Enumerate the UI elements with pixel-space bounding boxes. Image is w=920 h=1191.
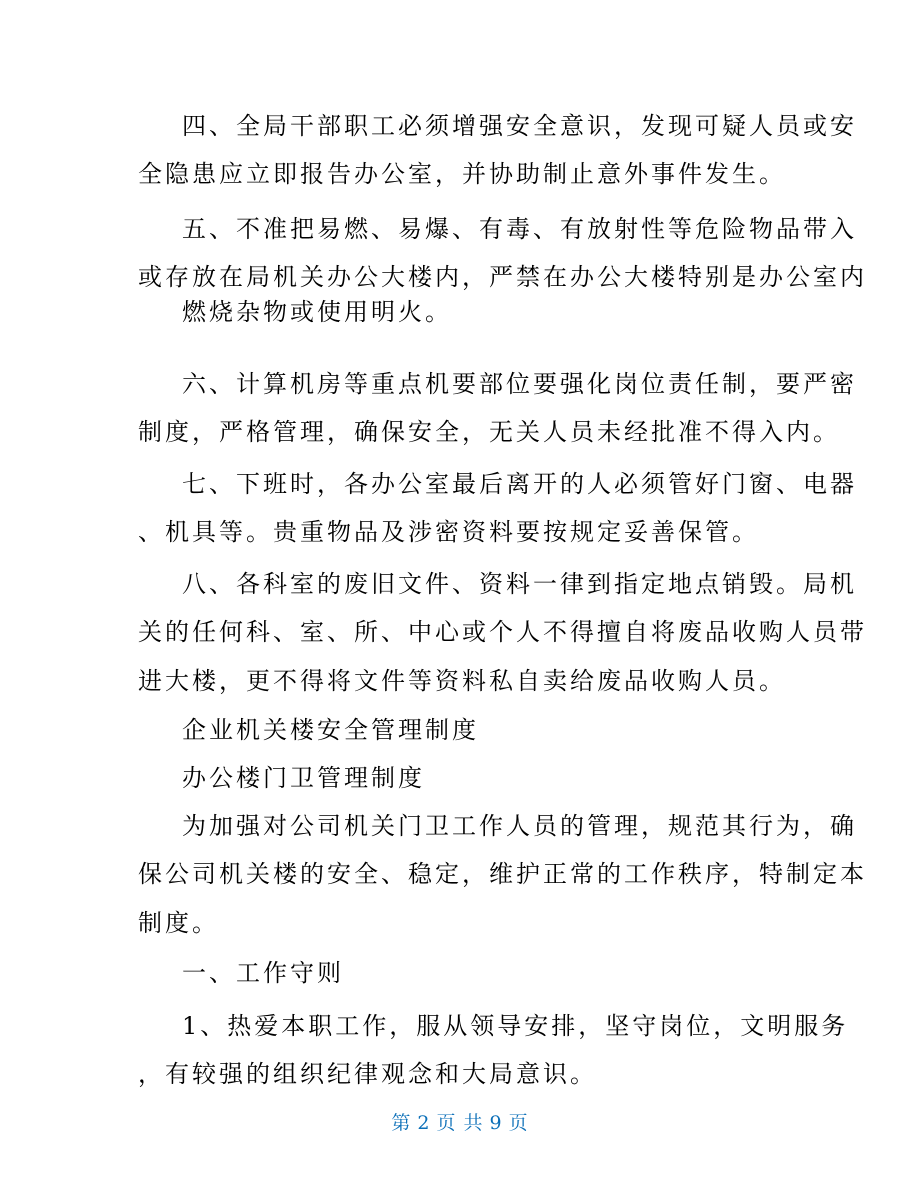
- paragraph-line: 进大楼，更不得将文件等资料私自卖给废品收购人员。: [138, 667, 786, 695]
- paragraph-line: 制度，严格管理，确保安全，无关人员未经批准不得入内。: [138, 418, 840, 446]
- paragraph-line: 关的任何科、室、所、中心或个人不得擅自将废品收购人员带: [138, 618, 867, 646]
- paragraph-line: 燃烧杂物或使用明火。: [182, 298, 452, 326]
- section-heading: 企业机关楼安全管理制度: [182, 716, 479, 744]
- paragraph-line: 1、热爱本职工作，服从领导安排，坚守岗位，文明服务: [182, 1012, 849, 1040]
- footer-current-page: 2: [417, 1112, 431, 1134]
- paragraph-line: 全隐患应立即报告办公室，并协助制止意外事件发生。: [138, 160, 786, 188]
- footer-suffix: 页: [508, 1112, 529, 1134]
- page-number-footer: [0, 1110, 920, 1136]
- paragraph-line: 五、不准把易燃、易爆、有毒、有放射性等危险物品带入: [182, 215, 857, 243]
- footer-total-pages: 9: [489, 1112, 503, 1134]
- paragraph-line: ，有较强的组织纪律观念和大局意识。: [138, 1060, 597, 1088]
- paragraph-line: 制度。: [138, 909, 219, 937]
- paragraph-line: 八、各科室的废旧文件、资料一律到指定地点销毁。局机: [182, 570, 857, 598]
- paragraph-line: 六、计算机房等重点机要部位要强化岗位责任制，要严密: [182, 370, 857, 398]
- paragraph-line: 保公司机关楼的安全、稳定，维护正常的工作秩序，特制定本: [138, 860, 867, 888]
- paragraph-line: 为加强对公司机关门卫工作人员的管理，规范其行为，确: [182, 812, 857, 840]
- paragraph-line: 七、下班时，各办公室最后离开的人必须管好门窗、电器: [182, 470, 857, 498]
- footer-middle: 页 共: [436, 1112, 484, 1134]
- paragraph-line: 、机具等。贵重物品及涉密资料要按规定妥善保管。: [138, 518, 759, 546]
- section-heading: 一、工作守则: [182, 959, 344, 987]
- footer-prefix: 第: [391, 1112, 412, 1134]
- paragraph-line: 四、全局干部职工必须增强安全意识，发现可疑人员或安: [182, 112, 857, 140]
- section-heading: 办公楼门卫管理制度: [182, 764, 425, 792]
- paragraph-line: 或存放在局机关办公大楼内，严禁在办公大楼特别是办公室内: [138, 263, 867, 291]
